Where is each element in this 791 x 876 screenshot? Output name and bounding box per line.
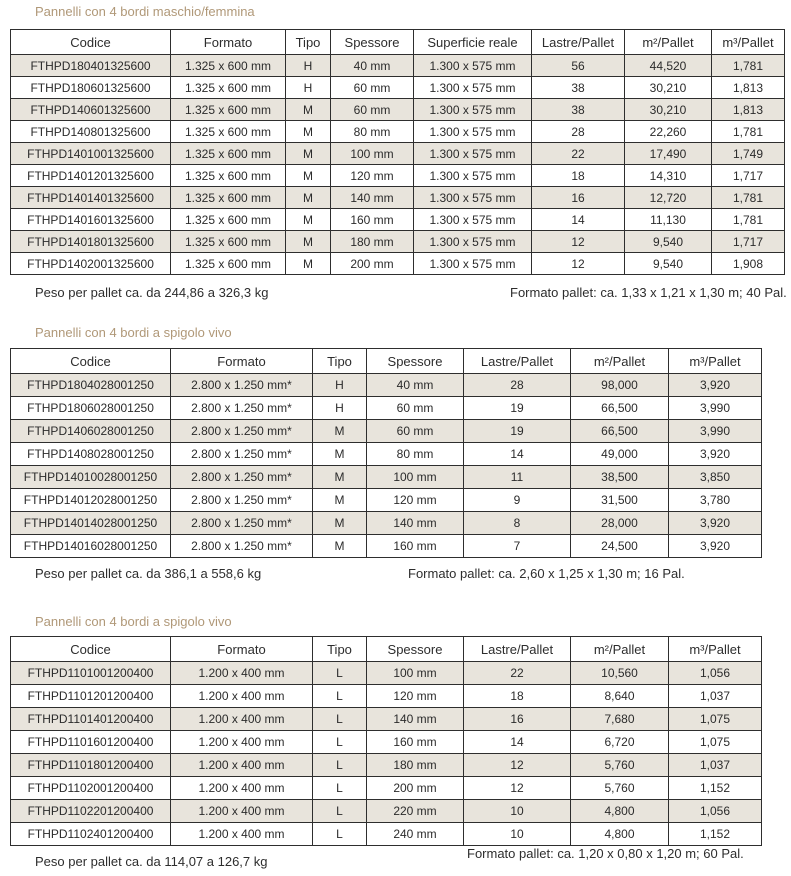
table-cell: 1,813 <box>712 77 785 99</box>
table-cell: 10,560 <box>571 662 669 685</box>
table-cell: FTHPD180601325600 <box>11 77 171 99</box>
table-cell: 1.325 x 600 mm <box>171 77 286 99</box>
table-cell: 4,800 <box>571 800 669 823</box>
table-cell: 240 mm <box>367 823 464 846</box>
table-cell: 60 mm <box>331 99 414 121</box>
table-cell: 1,781 <box>712 121 785 143</box>
table-cell: M <box>313 443 367 466</box>
table-cell: 2.800 x 1.250 mm* <box>171 443 313 466</box>
table-cell: FTHPD1102001200400 <box>11 777 171 800</box>
table-cell: 1.325 x 600 mm <box>171 187 286 209</box>
table-cell: 3,920 <box>669 512 762 535</box>
table-cell: 1,037 <box>669 685 762 708</box>
table-cell: M <box>313 535 367 558</box>
table-cell: FTHPD1401201325600 <box>11 165 171 187</box>
table-cell: 24,500 <box>571 535 669 558</box>
column-header: Tipo <box>286 30 331 55</box>
table-title: Pannelli con 4 bordi a spigolo vivo <box>35 614 232 629</box>
table-cell: 3,920 <box>669 374 762 397</box>
table-cell: FTHPD1806028001250 <box>11 397 171 420</box>
table-row <box>11 231 785 253</box>
table-title: Pannelli con 4 bordi a spigolo vivo <box>35 325 232 340</box>
table-cell: 1.325 x 600 mm <box>171 99 286 121</box>
table-cell: 1,037 <box>669 754 762 777</box>
table-row <box>11 187 785 209</box>
table-cell: 1,717 <box>712 231 785 253</box>
column-header: m²/Pallet <box>571 637 669 662</box>
table-cell: 1.325 x 600 mm <box>171 231 286 253</box>
table-cell: 9,540 <box>625 253 712 275</box>
table-cell: 17,490 <box>625 143 712 165</box>
table-row <box>11 512 762 535</box>
column-header: m³/Pallet <box>669 349 762 374</box>
table-cell: 4,800 <box>571 823 669 846</box>
table-cell: 1.200 x 400 mm <box>171 708 313 731</box>
table-cell: 1,749 <box>712 143 785 165</box>
table-cell: 120 mm <box>367 489 464 512</box>
column-header: Formato <box>171 637 313 662</box>
table-row <box>11 253 785 275</box>
table-cell: 40 mm <box>367 374 464 397</box>
table-cell: FTHPD1102201200400 <box>11 800 171 823</box>
table-cell: 28 <box>464 374 571 397</box>
column-header: Lastre/Pallet <box>464 637 571 662</box>
table-cell: FTHPD1102401200400 <box>11 823 171 846</box>
table-cell: 19 <box>464 420 571 443</box>
table-cell: 1.200 x 400 mm <box>171 777 313 800</box>
table-cell: 10 <box>464 800 571 823</box>
table-cell: 120 mm <box>367 685 464 708</box>
table-cell: 28 <box>532 121 625 143</box>
table-cell: 1,056 <box>669 662 762 685</box>
table-cell: 14 <box>532 209 625 231</box>
table-cell: 30,210 <box>625 99 712 121</box>
table-cell: 1.200 x 400 mm <box>171 731 313 754</box>
table-cell: 1.300 x 575 mm <box>414 165 532 187</box>
table-cell: 38 <box>532 77 625 99</box>
table-cell: 160 mm <box>367 731 464 754</box>
table-cell: 30,210 <box>625 77 712 99</box>
table-cell: 14 <box>464 443 571 466</box>
table-cell: FTHPD1101801200400 <box>11 754 171 777</box>
table-cell: 31,500 <box>571 489 669 512</box>
table-cell: FTHPD1101201200400 <box>11 685 171 708</box>
table-cell: 8 <box>464 512 571 535</box>
table-cell: 1.325 x 600 mm <box>171 121 286 143</box>
table-cell: FTHPD1406028001250 <box>11 420 171 443</box>
table-cell: 1.300 x 575 mm <box>414 55 532 77</box>
column-header: Lastre/Pallet <box>532 30 625 55</box>
table-cell: 2.800 x 1.250 mm* <box>171 397 313 420</box>
table-cell: 56 <box>532 55 625 77</box>
table-cell: M <box>286 187 331 209</box>
table-cell: H <box>286 77 331 99</box>
column-header: m³/Pallet <box>669 637 762 662</box>
table-cell: 160 mm <box>331 209 414 231</box>
table-cell: M <box>313 512 367 535</box>
table-cell: M <box>313 420 367 443</box>
table-cell: 16 <box>464 708 571 731</box>
table-row <box>11 209 785 231</box>
table-cell: 1.300 x 575 mm <box>414 121 532 143</box>
table-cell: 1.300 x 575 mm <box>414 209 532 231</box>
table-cell: 12 <box>532 253 625 275</box>
table-cell: H <box>313 397 367 420</box>
table-cell: 22 <box>532 143 625 165</box>
table-row <box>11 55 785 77</box>
table-cell: FTHPD14014028001250 <box>11 512 171 535</box>
table-row <box>11 99 785 121</box>
table-cell: 1,781 <box>712 209 785 231</box>
table-row <box>11 77 785 99</box>
table-cell: 200 mm <box>331 253 414 275</box>
column-header: Tipo <box>313 349 367 374</box>
data-table <box>10 636 762 846</box>
table-row <box>11 731 762 754</box>
table-cell: 140 mm <box>367 512 464 535</box>
table-cell: 1.200 x 400 mm <box>171 685 313 708</box>
table-cell: 7,680 <box>571 708 669 731</box>
table-cell: 1,781 <box>712 187 785 209</box>
table-cell: 14,310 <box>625 165 712 187</box>
pallet-weight-note: Peso per pallet ca. da 244,86 a 326,3 kg <box>35 285 269 300</box>
table-cell: L <box>313 731 367 754</box>
column-header: Codice <box>11 637 171 662</box>
table-cell: 1.300 x 575 mm <box>414 143 532 165</box>
table-cell: 12 <box>464 777 571 800</box>
table-cell: H <box>286 55 331 77</box>
table-cell: 22 <box>464 662 571 685</box>
column-header: Tipo <box>313 637 367 662</box>
header-row <box>11 30 785 55</box>
table-cell: 100 mm <box>367 662 464 685</box>
table-cell: L <box>313 823 367 846</box>
data-table <box>10 348 762 558</box>
table-cell: 180 mm <box>367 754 464 777</box>
column-header: Superficie reale <box>414 30 532 55</box>
table-cell: 22,260 <box>625 121 712 143</box>
pallet-weight-note: Peso per pallet ca. da 114,07 a 126,7 kg <box>35 854 268 869</box>
table-row <box>11 800 762 823</box>
table-cell: 44,520 <box>625 55 712 77</box>
table-cell: 66,500 <box>571 420 669 443</box>
table-cell: 11,130 <box>625 209 712 231</box>
table-cell: FTHPD1401401325600 <box>11 187 171 209</box>
table-cell: 40 mm <box>331 55 414 77</box>
table-cell: FTHPD1804028001250 <box>11 374 171 397</box>
table-cell: 3,780 <box>669 489 762 512</box>
table-cell: 19 <box>464 397 571 420</box>
table-cell: 160 mm <box>367 535 464 558</box>
table-cell: M <box>286 165 331 187</box>
table-cell: 49,000 <box>571 443 669 466</box>
table-cell: FTHPD14012028001250 <box>11 489 171 512</box>
column-header: m³/Pallet <box>712 30 785 55</box>
table-cell: 1.325 x 600 mm <box>171 55 286 77</box>
column-header: m²/Pallet <box>571 349 669 374</box>
header-row <box>11 637 762 662</box>
table-cell: 38 <box>532 99 625 121</box>
table-cell: 66,500 <box>571 397 669 420</box>
table-cell: L <box>313 754 367 777</box>
column-header: Spessore <box>367 349 464 374</box>
table-cell: 80 mm <box>367 443 464 466</box>
table-cell: 80 mm <box>331 121 414 143</box>
table-row <box>11 489 762 512</box>
table-cell: 12 <box>532 231 625 253</box>
table-cell: M <box>286 121 331 143</box>
table-cell: 98,000 <box>571 374 669 397</box>
table-cell: 1,717 <box>712 165 785 187</box>
table-cell: FTHPD140801325600 <box>11 121 171 143</box>
table-cell: 2.800 x 1.250 mm* <box>171 466 313 489</box>
table-cell: 1,152 <box>669 823 762 846</box>
table-cell: 38,500 <box>571 466 669 489</box>
table-cell: 1.325 x 600 mm <box>171 209 286 231</box>
table-cell: 3,920 <box>669 535 762 558</box>
table-cell: M <box>286 231 331 253</box>
table-cell: 1.300 x 575 mm <box>414 231 532 253</box>
table-cell: 5,760 <box>571 777 669 800</box>
column-header: m²/Pallet <box>625 30 712 55</box>
table-cell: FTHPD1401001325600 <box>11 143 171 165</box>
table-cell: 16 <box>532 187 625 209</box>
table-row <box>11 777 762 800</box>
table-cell: 3,990 <box>669 397 762 420</box>
table-title: Pannelli con 4 bordi maschio/femmina <box>35 4 255 19</box>
table-cell: FTHPD1402001325600 <box>11 253 171 275</box>
table-cell: 1.200 x 400 mm <box>171 823 313 846</box>
table-row <box>11 708 762 731</box>
table-row <box>11 685 762 708</box>
table-cell: 220 mm <box>367 800 464 823</box>
table-cell: 2.800 x 1.250 mm* <box>171 420 313 443</box>
table-cell: 1,152 <box>669 777 762 800</box>
column-header: Formato <box>171 30 286 55</box>
table-cell: 1.200 x 400 mm <box>171 754 313 777</box>
pallet-weight-note: Peso per pallet ca. da 386,1 a 558,6 kg <box>35 566 262 581</box>
table-row <box>11 121 785 143</box>
table-cell: M <box>313 489 367 512</box>
header-row <box>11 349 762 374</box>
table-cell: 1.325 x 600 mm <box>171 253 286 275</box>
table-cell: FTHPD14016028001250 <box>11 535 171 558</box>
table-cell: 7 <box>464 535 571 558</box>
table-cell: 18 <box>464 685 571 708</box>
table-cell: 28,000 <box>571 512 669 535</box>
column-header: Lastre/Pallet <box>464 349 571 374</box>
table-row <box>11 443 762 466</box>
pallet-format-note: Formato pallet: ca. 1,33 x 1,21 x 1,30 m; 40 Pal. <box>510 285 787 300</box>
table-cell: 60 mm <box>367 420 464 443</box>
table-cell: 100 mm <box>367 466 464 489</box>
table-row <box>11 143 785 165</box>
table-cell: 1.300 x 575 mm <box>414 187 532 209</box>
table-cell: 1,781 <box>712 55 785 77</box>
table-cell: 1.325 x 600 mm <box>171 143 286 165</box>
table-cell: 5,760 <box>571 754 669 777</box>
table-cell: 3,920 <box>669 443 762 466</box>
table-cell: 9,540 <box>625 231 712 253</box>
table-cell: L <box>313 685 367 708</box>
table-cell: H <box>313 374 367 397</box>
table-cell: M <box>286 143 331 165</box>
table-cell: 1.325 x 600 mm <box>171 165 286 187</box>
table-cell: 60 mm <box>331 77 414 99</box>
table-cell: 18 <box>532 165 625 187</box>
table-cell: FTHPD180401325600 <box>11 55 171 77</box>
table-cell: 2.800 x 1.250 mm* <box>171 535 313 558</box>
table-cell: 2.800 x 1.250 mm* <box>171 512 313 535</box>
table-cell: 120 mm <box>331 165 414 187</box>
table-cell: 1,075 <box>669 731 762 754</box>
table-cell: M <box>313 466 367 489</box>
table-cell: FTHPD1401601325600 <box>11 209 171 231</box>
table-row <box>11 823 762 846</box>
table-cell: 60 mm <box>367 397 464 420</box>
table-cell: L <box>313 800 367 823</box>
table-cell: 6,720 <box>571 731 669 754</box>
table-row <box>11 662 762 685</box>
table-cell: FTHPD140601325600 <box>11 99 171 121</box>
table-cell: 3,990 <box>669 420 762 443</box>
table-cell: 10 <box>464 823 571 846</box>
table-cell: 3,850 <box>669 466 762 489</box>
table-cell: 11 <box>464 466 571 489</box>
table-cell: L <box>313 708 367 731</box>
table-cell: L <box>313 662 367 685</box>
table-cell: L <box>313 777 367 800</box>
table-cell: M <box>286 253 331 275</box>
table-cell: 140 mm <box>367 708 464 731</box>
table-cell: FTHPD1401801325600 <box>11 231 171 253</box>
table-cell: 1.200 x 400 mm <box>171 800 313 823</box>
column-header: Codice <box>11 349 171 374</box>
table-cell: 1,908 <box>712 253 785 275</box>
table-cell: 12,720 <box>625 187 712 209</box>
table-cell: 140 mm <box>331 187 414 209</box>
table-row <box>11 420 762 443</box>
table-cell: FTHPD14010028001250 <box>11 466 171 489</box>
pallet-format-note: Formato pallet: ca. 1,20 x 0,80 x 1,20 m; 60 Pal. <box>467 846 744 861</box>
table-cell: 1,056 <box>669 800 762 823</box>
table-cell: 14 <box>464 731 571 754</box>
table-cell: 2.800 x 1.250 mm* <box>171 374 313 397</box>
table-cell: 200 mm <box>367 777 464 800</box>
table-cell: FTHPD1101001200400 <box>11 662 171 685</box>
column-header: Codice <box>11 30 171 55</box>
table-row <box>11 397 762 420</box>
table-cell: 1,813 <box>712 99 785 121</box>
table-row <box>11 165 785 187</box>
table-cell: 2.800 x 1.250 mm* <box>171 489 313 512</box>
table-cell: 1.200 x 400 mm <box>171 662 313 685</box>
table-row <box>11 535 762 558</box>
table-cell: 1.300 x 575 mm <box>414 99 532 121</box>
table-cell: M <box>286 209 331 231</box>
data-table <box>10 29 785 275</box>
table-cell: 9 <box>464 489 571 512</box>
table-cell: M <box>286 99 331 121</box>
table-cell: 12 <box>464 754 571 777</box>
column-header: Spessore <box>331 30 414 55</box>
table-cell: FTHPD1408028001250 <box>11 443 171 466</box>
table-cell: FTHPD1101401200400 <box>11 708 171 731</box>
column-header: Formato <box>171 349 313 374</box>
table-cell: 1,075 <box>669 708 762 731</box>
table-cell: 1.300 x 575 mm <box>414 253 532 275</box>
table-cell: 8,640 <box>571 685 669 708</box>
table-cell: 100 mm <box>331 143 414 165</box>
column-header: Spessore <box>367 637 464 662</box>
table-cell: 1.300 x 575 mm <box>414 77 532 99</box>
table-cell: 180 mm <box>331 231 414 253</box>
pallet-format-note: Formato pallet: ca. 2,60 x 1,25 x 1,30 m; 16 Pal. <box>408 566 685 581</box>
table-row <box>11 374 762 397</box>
table-row <box>11 754 762 777</box>
table-cell: FTHPD1101601200400 <box>11 731 171 754</box>
table-row <box>11 466 762 489</box>
